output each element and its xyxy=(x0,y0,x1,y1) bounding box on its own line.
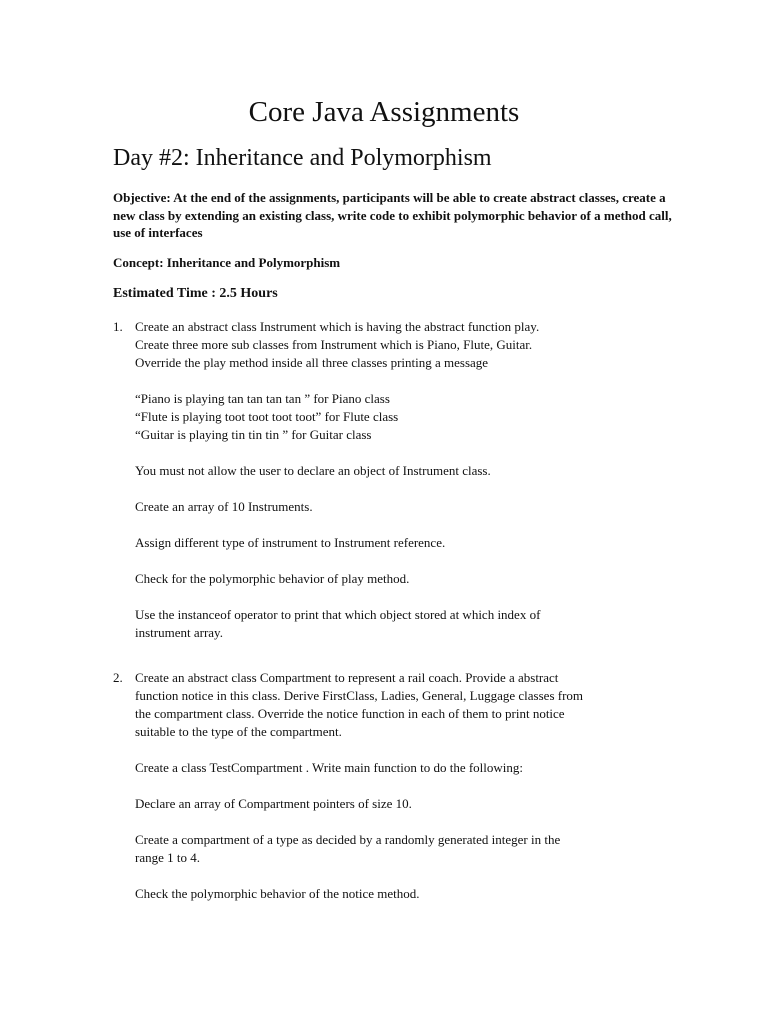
document-subtitle: Day #2: Inheritance and Polymorphism xyxy=(113,145,492,171)
item-line: Override the play method inside all three classes printing a message xyxy=(135,355,489,370)
item-paragraph: Use the instanceof operator to print that which object stored at which index of xyxy=(135,607,541,622)
objective-text: Objective: At the end of the assignments, participants will be able to create abstract classes, create a new class by extending an existing class, write code to exhibit polymorphic behavior of a method call, use of interfaces xyxy=(113,190,672,240)
item-paragraph: instrument array. xyxy=(135,625,223,640)
item-line: suitable to the type of the compartment. xyxy=(135,724,342,739)
item-number: 1. xyxy=(113,319,123,334)
item-line: Create an abstract class Instrument which is having the abstract function play. xyxy=(135,319,540,334)
message-line: “Piano is playing tan tan tan tan ” for Piano class xyxy=(135,391,390,406)
item-paragraph: Declare an array of Compartment pointers of size 10. xyxy=(135,796,412,811)
item-paragraph: Check the polymorphic behavior of the notice method. xyxy=(135,886,420,901)
item-line: function notice in this class. Derive FirstClass, Ladies, General, Luggage classes from xyxy=(135,688,584,703)
item-paragraph: Create a compartment of a type as decided by a randomly generated integer in the xyxy=(135,832,561,847)
message-line: “Guitar is playing tin tin tin ” for Guitar class xyxy=(135,427,372,442)
item-paragraph: Check for the polymorphic behavior of play method. xyxy=(135,571,410,586)
item-line: the compartment class. Override the notice function in each of them to print notice xyxy=(135,706,565,721)
item-paragraph: Create a class TestCompartment . Write main function to do the following: xyxy=(135,760,524,775)
item-paragraph: range 1 to 4. xyxy=(135,850,200,865)
concept-text: Concept: Inheritance and Polymorphism xyxy=(113,255,341,270)
item-paragraph: Create an array of 10 Instruments. xyxy=(135,499,313,514)
item-body xyxy=(135,318,665,642)
estimated-time: Estimated Time : 2.5 Hours xyxy=(113,286,278,301)
item-number: 2. xyxy=(113,670,123,685)
item-line: Create three more sub classes from Instrument which is Piano, Flute, Guitar. xyxy=(135,337,533,352)
item-paragraph: Assign different type of instrument to Instrument reference. xyxy=(135,535,446,550)
item-body xyxy=(135,669,665,903)
item-paragraph: You must not allow the user to declare an object of Instrument class. xyxy=(135,463,491,478)
message-line: “Flute is playing toot toot toot toot” for Flute class xyxy=(135,409,399,424)
document-title: Core Java Assignments xyxy=(248,96,520,128)
item-line: Create an abstract class Compartment to represent a rail coach. Provide a abstract xyxy=(135,670,559,685)
